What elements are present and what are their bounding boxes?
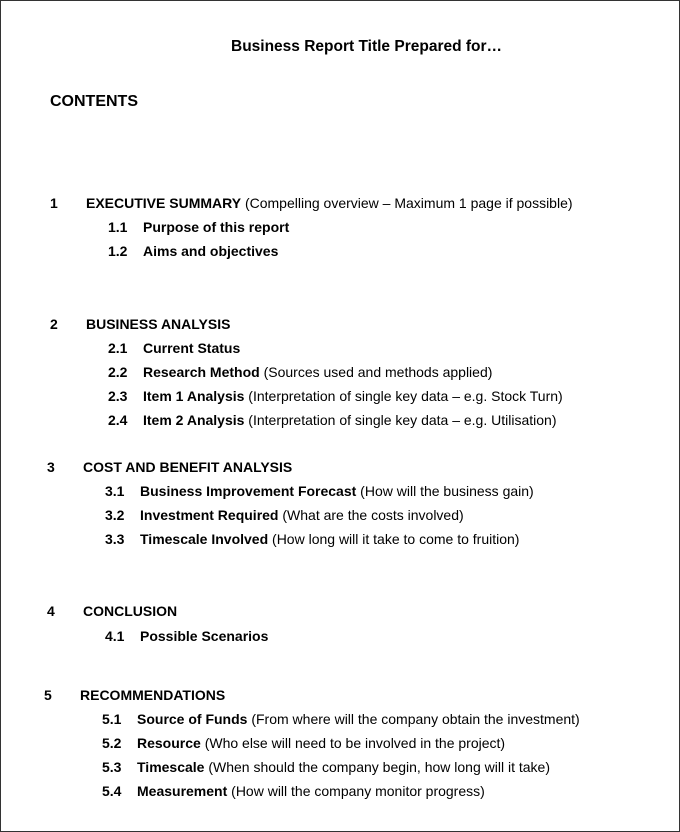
subsection-note: (When should the company begin, how long will it take) (204, 759, 550, 775)
subsection-note: (What are the costs involved) (278, 507, 464, 523)
section-number: 1 (50, 195, 58, 211)
subsection-title: Item 1 Analysis (143, 388, 245, 404)
subsection-note: (How will the business gain) (356, 483, 534, 499)
subsection-title: Current Status (143, 340, 241, 356)
subsection-number: 2.4 (108, 412, 128, 428)
section-heading (86, 315, 230, 333)
subsection-title: Purpose of this report (143, 219, 290, 235)
section-heading (83, 458, 292, 476)
subsection-note: (From where will the company obtain the investment) (247, 711, 580, 727)
subsection-note: (Sources used and methods applied) (259, 364, 493, 380)
subsection-note: (How long will it take to come to fruition) (268, 531, 520, 547)
subsection-entry (140, 506, 464, 524)
document-title: Business Report Title Prepared for… (231, 38, 503, 55)
subsection-number: 3.3 (105, 531, 125, 547)
subsection-title: Business Improvement Forecast (140, 483, 357, 499)
subsection-number: 5.2 (102, 735, 122, 751)
subsection-title: Research Method (143, 364, 260, 380)
subsection-number: 3.2 (105, 507, 125, 523)
subsection-note: (Interpretation of single key data – e.g. Stock Turn) (244, 388, 563, 404)
subsection-note: (Who else will need to be involved in the project) (200, 735, 506, 751)
subsection-entry (143, 363, 492, 381)
subsection-entry (140, 627, 268, 645)
section-title: EXECUTIVE SUMMARY (86, 195, 242, 211)
subsection-entry (137, 782, 485, 800)
subsection-note: (Interpretation of single key data – e.g. Utilisation) (244, 412, 557, 428)
subsection-entry (137, 710, 580, 728)
section-note: (Compelling overview – Maximum 1 page if possible) (241, 195, 573, 211)
subsection-number: 3.1 (105, 483, 125, 499)
subsection-entry (143, 339, 240, 357)
subsection-title: Aims and objectives (143, 243, 279, 259)
subsection-title: Resource (137, 735, 201, 751)
subsection-number: 2.3 (108, 388, 128, 404)
section-title: BUSINESS ANALYSIS (86, 316, 231, 332)
subsection-entry (143, 218, 289, 236)
section-number: 5 (44, 687, 52, 703)
section-heading (83, 602, 177, 620)
subsection-title: Timescale (137, 759, 205, 775)
section-number: 4 (47, 603, 55, 619)
subsection-entry (140, 482, 534, 500)
section-heading (80, 686, 225, 704)
subsection-number: 5.4 (102, 783, 122, 799)
subsection-title: Measurement (137, 783, 228, 799)
subsection-title: Timescale Involved (140, 531, 269, 547)
section-number: 3 (47, 459, 55, 475)
subsection-entry (143, 242, 278, 260)
subsection-entry (137, 758, 550, 776)
subsection-note: (How will the company monitor progress) (227, 783, 485, 799)
subsection-title: Item 2 Analysis (143, 412, 245, 428)
section-title: COST AND BENEFIT ANALYSIS (83, 459, 293, 475)
subsection-number: 1.1 (108, 219, 128, 235)
subsection-number: 1.2 (108, 243, 128, 259)
section-number: 2 (50, 316, 58, 332)
subsection-entry (143, 411, 556, 429)
section-title: RECOMMENDATIONS (80, 687, 226, 703)
subsection-number: 5.3 (102, 759, 122, 775)
section-title: CONCLUSION (83, 603, 178, 619)
subsection-number: 2.1 (108, 340, 128, 356)
subsection-number: 4.1 (105, 628, 125, 644)
subsection-title: Source of Funds (137, 711, 248, 727)
contents-heading: CONTENTS (50, 93, 138, 110)
subsection-title: Possible Scenarios (140, 628, 269, 644)
subsection-entry (143, 387, 563, 405)
subsection-number: 2.2 (108, 364, 128, 380)
subsection-number: 5.1 (102, 711, 122, 727)
subsection-entry (137, 734, 505, 752)
subsection-entry (140, 530, 519, 548)
section-heading (86, 194, 573, 212)
subsection-title: Investment Required (140, 507, 279, 523)
